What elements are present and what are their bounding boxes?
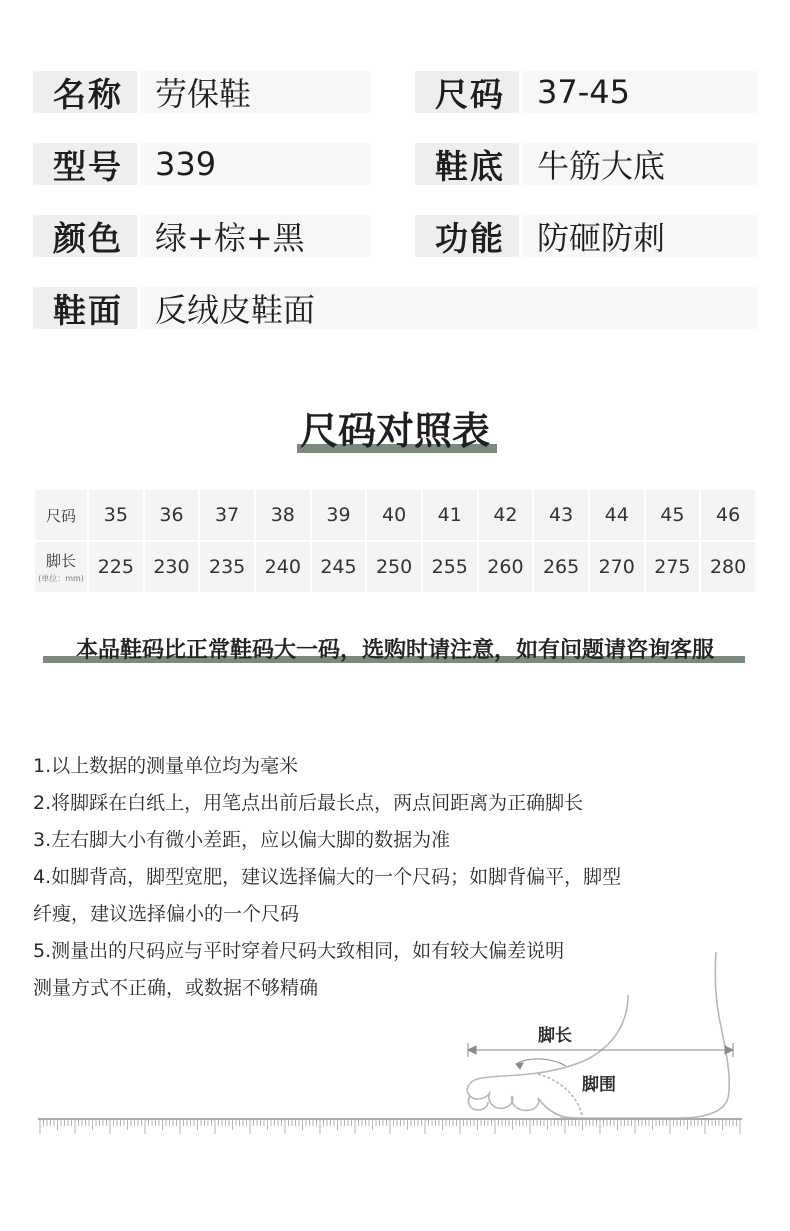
size-cell: 38: [256, 490, 310, 540]
size-row: [35, 490, 755, 540]
spec-row-size: [415, 71, 757, 113]
foot-length-cell: 225: [89, 542, 143, 592]
note-line: 3.左右脚大小有微小差距，应以偏大脚的数据为准: [33, 829, 451, 851]
spec-value: 牛筋大底: [523, 143, 757, 185]
spec-key: 功能: [415, 215, 519, 257]
size-cell: 45: [646, 490, 700, 540]
spec-key: 型号: [33, 143, 137, 185]
foot-length-label: 脚长: [538, 1026, 572, 1046]
spec-row-function: [415, 215, 757, 257]
size-cell: 40: [367, 490, 421, 540]
ruler: [38, 1119, 742, 1134]
spec-row-model: [33, 143, 371, 185]
size-cell: 43: [534, 490, 588, 540]
spec-row-name: [33, 71, 371, 113]
foot-length-cell: 230: [145, 542, 199, 592]
spec-row-sole: [415, 143, 757, 185]
spec-key: 尺码: [415, 71, 519, 113]
spec-value: 37-45: [523, 71, 757, 113]
foot-length-cell: 265: [534, 542, 588, 592]
foot-length-cell: 270: [590, 542, 644, 592]
foot-length-arrow: [468, 1043, 733, 1057]
size-cell: 35: [89, 490, 143, 540]
foot-length-cell: 250: [367, 542, 421, 592]
foot-length-label: 脚长: [45, 552, 76, 570]
spec-row-color: [33, 215, 371, 257]
note-line: 测量方式不正确，或数据不够精确: [33, 977, 319, 999]
spec-value: 防砸防刺: [523, 215, 757, 257]
size-cell: 42: [479, 490, 533, 540]
size-cell: 44: [590, 490, 644, 540]
foot-girth-arrow: [516, 1059, 566, 1069]
size-row-label: 尺码: [35, 490, 87, 540]
size-cell: 37: [200, 490, 254, 540]
size-chart-title-wrap: [0, 400, 790, 455]
foot-length-cell: 240: [256, 542, 310, 592]
spec-value: 绿+棕+黑: [141, 215, 371, 257]
foot-length-row-label: [35, 542, 87, 592]
foot-length-cell: 235: [200, 542, 254, 592]
size-cell: 36: [145, 490, 199, 540]
spec-key: 名称: [33, 71, 137, 113]
note-line: 纤瘦，建议选择偏小的一个尺码: [33, 903, 300, 925]
size-cell: 39: [312, 490, 366, 540]
size-cell: 41: [423, 490, 477, 540]
spec-key: 鞋底: [415, 143, 519, 185]
foot-girth-label: 脚围: [582, 1075, 616, 1095]
unit-note: (单位：mm): [38, 574, 84, 583]
size-chart-title: 尺码对照表: [299, 409, 490, 453]
foot-length-cell: 275: [646, 542, 700, 592]
note-line: 4.如脚背高，脚型宽肥，建议选择偏大的一个尺码；如脚背偏平，脚型: [33, 866, 622, 888]
spec-value: 反绒皮鞋面: [141, 287, 757, 329]
note-line: 2.将脚踩在白纸上，用笔点出前后最长点，两点间距离为正确脚长: [33, 792, 584, 814]
foot-length-cell: 260: [479, 542, 533, 592]
spec-value: 劳保鞋: [141, 71, 371, 113]
foot-length-row: [35, 542, 755, 592]
foot-measurement-diagram: [0, 940, 790, 1140]
foot-length-cell: 280: [701, 542, 755, 592]
size-notice: 本品鞋码比正常鞋码大一码，选购时请注意，如有问题请咨询客服: [75, 638, 714, 663]
size-table: [33, 488, 757, 594]
foot-length-cell: 255: [423, 542, 477, 592]
note-line: 5.测量出的尺码应与平时穿着尺码大致相同，如有较大偏差说明: [33, 940, 565, 962]
note-line: 1.以上数据的测量单位均为毫米: [33, 755, 299, 777]
spec-value: 339: [141, 143, 371, 185]
spec-row-upper: [33, 287, 757, 329]
spec-key: 颜色: [33, 215, 137, 257]
foot-length-cell: 245: [312, 542, 366, 592]
spec-key: 鞋面: [33, 287, 137, 329]
size-cell: 46: [701, 490, 755, 540]
